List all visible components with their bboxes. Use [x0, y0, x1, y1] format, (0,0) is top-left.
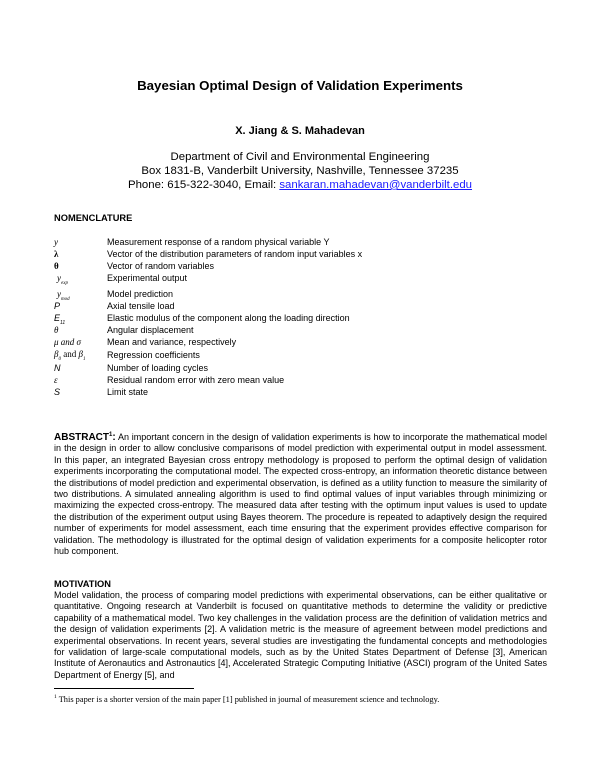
- nom-symbol-mu-sigma: μ and σ: [54, 337, 81, 347]
- abstract-paragraph: [54, 430, 547, 557]
- footnote: [54, 694, 439, 704]
- nom-def-betas: Regression coefficients: [107, 350, 200, 360]
- footnote-text: This paper is a shorter version of the main paper [1] published in journal of measurement science and technology.: [56, 694, 440, 704]
- motivation-text: Model validation, the process of comparing model predictions with experimental observations, can be either qualitative or quantitative. Ongoing research at Vanderbilt is focused on quantitative methods to determine the validity or predictive capability of a mathematical model. Two key challenges in the validation process are the definition of validation metrics and the design of validation experiments [2]. A validation metric is the measure of agreement between model predictions and experimental observations. In recent years, several studies are investigating the fundamental concepts and methodologies for validation of large-scale computational models, such as by the United States Department of Defense [3], American Institute of Aeronautics and Astronautics [4], Accelerated Strategic Computing Initiative (ASCI) program of the United Sates Department of Energy [5], and: [54, 590, 547, 680]
- nom-symbol-theta-vector: θ: [54, 261, 59, 271]
- nom-symbol-s: S: [54, 387, 61, 397]
- nom-def-lambda: Vector of the distribution parameters of random input variables x: [107, 249, 363, 259]
- nom-def-theta-vector: Vector of random variables: [107, 261, 215, 271]
- nomenclature-heading: NOMENCLATURE: [54, 213, 133, 223]
- abstract-colon: :: [112, 432, 116, 443]
- nom-def-epsilon: Residual random error with zero mean value: [107, 375, 285, 385]
- nom-symbol-betas: $\beta_0$ and $\beta_1$: [54, 349, 86, 362]
- nom-def-y-exp: Experimental output: [107, 273, 188, 283]
- nom-symbol-y-exp: $y_{exp}$: [57, 273, 68, 286]
- nom-symbol-theta: θ: [54, 325, 59, 335]
- email-link[interactable]: sankaran.mahadevan@vanderbilt.edu: [279, 179, 473, 191]
- nom-def-e11: Elastic modulus of the component along the loading direction: [107, 313, 350, 323]
- paper-title: Bayesian Optimal Design of Validation Experiments: [137, 78, 463, 93]
- nom-def-theta: Angular displacement: [107, 325, 194, 335]
- nom-def-n: Number of loading cycles: [107, 363, 209, 373]
- nom-symbol-p: P: [54, 301, 61, 311]
- footnote-mark: 1: [54, 694, 57, 700]
- nom-symbol-e11: $E_{11}$: [54, 313, 66, 326]
- affiliation-address: Box 1831-B, Vanderbilt University, Nashville, Tennessee 37235: [141, 165, 459, 177]
- nom-symbol-n: N: [54, 363, 61, 373]
- nom-symbol-y-mod: $y_{mod}$: [57, 289, 70, 302]
- nom-def-mu-sigma: Mean and variance, respectively: [107, 337, 237, 347]
- nom-def-y-mod: Model prediction: [107, 289, 174, 299]
- nom-symbol-lambda: λ: [54, 249, 59, 259]
- abstract-heading: ABSTRACT: [54, 432, 109, 443]
- nom-def-s: Limit state: [107, 387, 149, 397]
- affiliation-department: Department of Civil and Environmental Engineering: [170, 151, 430, 163]
- affiliation-contact: [0, 179, 600, 191]
- nom-symbol-epsilon: ε: [54, 375, 58, 385]
- footnote-divider: [54, 688, 194, 689]
- motivation-heading: MOTIVATION: [54, 579, 111, 589]
- nom-symbol-y: y: [54, 237, 58, 247]
- abstract-footnote-mark: 1: [109, 432, 113, 438]
- abstract-text: An important concern in the design of validation experiments is how to incorporate the mathematical model in the design in order to allow conclusive comparisons of model prediction with experimental output in model assessment. In this paper, an integrated Bayesian cross entropy methodology is proposed to perform the optimal design of validation experiments incorporating the computational model. The expected cross-entropy, an information theoretic distance between the distributions of model prediction and experimental observation, is defined as a utility function to measure the similarity of two distributions. A simulated annealing algorithm is used to find optimal values of input variables through minimizing or maximizing the expected cross-entropy. The measured data after testing with the optimum input values is used to update the distribution of the experiment output using Bayes theorem. The procedure is repeated to adaptively design the required number of experiments for model assessment, each time ensuring that the experiment provides effective comparison for validation. The methodology is illustrated for the optimal design of validation experiments for a composite helicopter rotor hub component.: [54, 432, 547, 557]
- phone-text: Phone: 615-322-3040, Email:: [127, 179, 280, 191]
- nom-def-y: Measurement response of a random physical variable Y: [107, 237, 330, 247]
- nom-def-p: Axial tensile load: [107, 301, 175, 311]
- authors: X. Jiang & S. Mahadevan: [235, 125, 365, 137]
